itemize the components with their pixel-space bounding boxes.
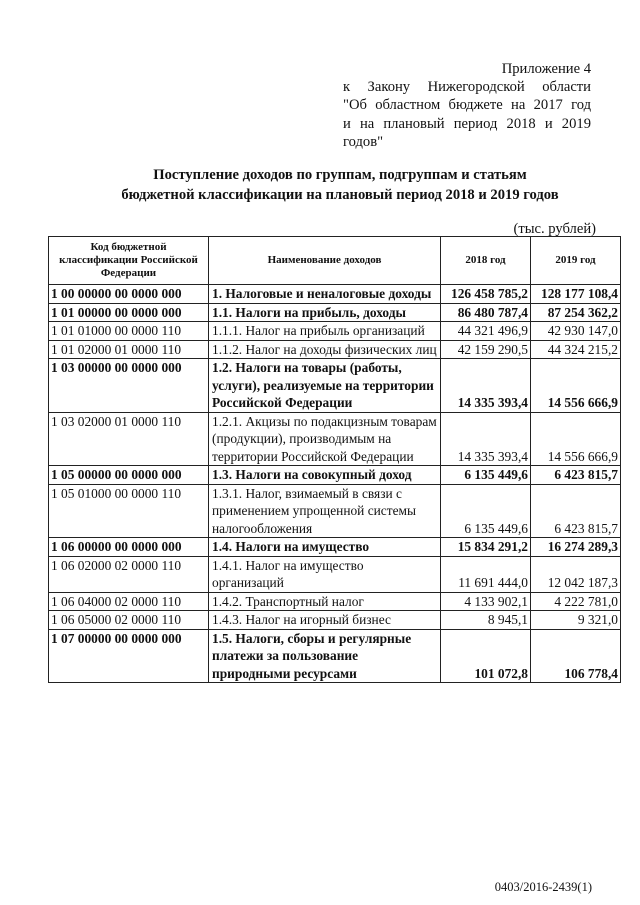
cell-2018: 11 691 444,0 — [441, 556, 531, 592]
appendix-line: годов" — [343, 133, 384, 150]
cell-2019: 42 930 147,0 — [531, 322, 621, 341]
cell-code: 1 03 00000 00 0000 000 — [49, 359, 209, 413]
table-row — [49, 303, 621, 322]
cell-2018: 42 159 290,5 — [441, 340, 531, 359]
cell-2019: 128 177 108,4 — [531, 285, 621, 304]
cell-code: 1 06 05000 02 0000 110 — [49, 611, 209, 630]
cell-2018: 86 480 787,4 — [441, 303, 531, 322]
cell-name: 1.3. Налоги на совокупный доход — [209, 466, 441, 485]
cell-name: 1.4.2. Транспортный налог — [209, 592, 441, 611]
cell-code: 1 06 00000 00 0000 000 — [49, 538, 209, 557]
cell-2019: 9 321,0 — [531, 611, 621, 630]
cell-2018: 14 335 393,4 — [441, 412, 531, 466]
cell-2019: 12 042 187,3 — [531, 556, 621, 592]
title-line: бюджетной классификации на плановый период 2018 и 2019 годов — [121, 187, 559, 203]
table-row — [49, 466, 621, 485]
document-number: 0403/2016-2439(1) — [494, 880, 592, 894]
cell-code: 1 00 00000 00 0000 000 — [49, 285, 209, 304]
cell-name: 1.1.1. Налог на прибыль организаций — [209, 322, 441, 341]
cell-2018: 126 458 785,2 — [441, 285, 531, 304]
cell-2018: 14 335 393,4 — [441, 359, 531, 413]
cell-2018: 15 834 291,2 — [441, 538, 531, 557]
cell-name: 1.1.2. Налог на доходы физических лиц — [209, 340, 441, 359]
cell-2018: 8 945,1 — [441, 611, 531, 630]
appendix-block — [343, 60, 591, 151]
header-name: Наименование доходов — [209, 237, 441, 285]
title-line: Поступление доходов по группам, подгруппам и статьям — [153, 167, 527, 183]
cell-name: 1.2.1. Акцизы по подакцизным товарам (продукции), производимым на территории Российской Федерации — [209, 412, 441, 466]
cell-code: 1 01 01000 00 0000 110 — [49, 322, 209, 341]
cell-2018: 4 133 902,1 — [441, 592, 531, 611]
table-row — [49, 484, 621, 538]
cell-name: 1.2. Налоги на товары (работы, услуги), реализуемые на территории Российской Федерации — [209, 359, 441, 413]
cell-code: 1 07 00000 00 0000 000 — [49, 629, 209, 683]
cell-2019: 4 222 781,0 — [531, 592, 621, 611]
table-row — [49, 556, 621, 592]
cell-2019: 14 556 666,9 — [531, 359, 621, 413]
table-row — [49, 412, 621, 466]
appendix-line: "Об областном бюджете на 2017 год — [343, 97, 591, 114]
cell-2018: 101 072,8 — [441, 629, 531, 683]
cell-name: 1.3.1. Налог, взимаемый в связи с применением упрощенной системы налогообложения — [209, 484, 441, 538]
cell-name: 1.5. Налоги, сборы и регулярные платежи за пользование природными ресурсами — [209, 629, 441, 683]
cell-name: 1.1. Налоги на прибыль, доходы — [209, 303, 441, 322]
table-row — [49, 611, 621, 630]
cell-code: 1 05 00000 00 0000 000 — [49, 466, 209, 485]
cell-code: 1 01 02000 01 0000 110 — [49, 340, 209, 359]
revenue-table — [48, 236, 621, 683]
table-row — [49, 592, 621, 611]
appendix-number: Приложение 4 — [501, 61, 591, 77]
header-2018: 2018 год — [441, 237, 531, 285]
cell-2019: 16 274 289,3 — [531, 538, 621, 557]
cell-code: 1 06 02000 02 0000 110 — [49, 556, 209, 592]
cell-code: 1 03 02000 01 0000 110 — [49, 412, 209, 466]
cell-2018: 6 135 449,6 — [441, 466, 531, 485]
cell-code: 1 01 00000 00 0000 000 — [49, 303, 209, 322]
cell-name: 1.4. Налоги на имущество — [209, 538, 441, 557]
cell-name: 1.4.3. Налог на игорный бизнес — [209, 611, 441, 630]
units-label: (тыс. рублей) — [513, 221, 596, 237]
cell-2019: 6 423 815,7 — [531, 484, 621, 538]
cell-2019: 6 423 815,7 — [531, 466, 621, 485]
table-row — [49, 322, 621, 341]
cell-2018: 44 321 496,9 — [441, 322, 531, 341]
cell-2019: 87 254 362,2 — [531, 303, 621, 322]
cell-2019: 44 324 215,2 — [531, 340, 621, 359]
cell-2019: 106 778,4 — [531, 629, 621, 683]
document-title — [60, 165, 620, 205]
header-code: Код бюджетной классификации Российской Федерации — [49, 237, 209, 285]
cell-2018: 6 135 449,6 — [441, 484, 531, 538]
cell-name: 1. Налоговые и неналоговые доходы — [209, 285, 441, 304]
table-row — [49, 359, 621, 413]
table-header-row — [49, 237, 621, 285]
cell-name: 1.4.1. Налог на имущество организаций — [209, 556, 441, 592]
cell-code: 1 06 04000 02 0000 110 — [49, 592, 209, 611]
header-2019: 2019 год — [531, 237, 621, 285]
table-row — [49, 340, 621, 359]
cell-code: 1 05 01000 00 0000 110 — [49, 484, 209, 538]
table-row — [49, 285, 621, 304]
appendix-line: и на плановый период 2018 и 2019 — [343, 115, 591, 132]
table-row — [49, 538, 621, 557]
appendix-line: к Закону Нижегородской области — [343, 79, 591, 96]
cell-2019: 14 556 666,9 — [531, 412, 621, 466]
table-row — [49, 629, 621, 683]
